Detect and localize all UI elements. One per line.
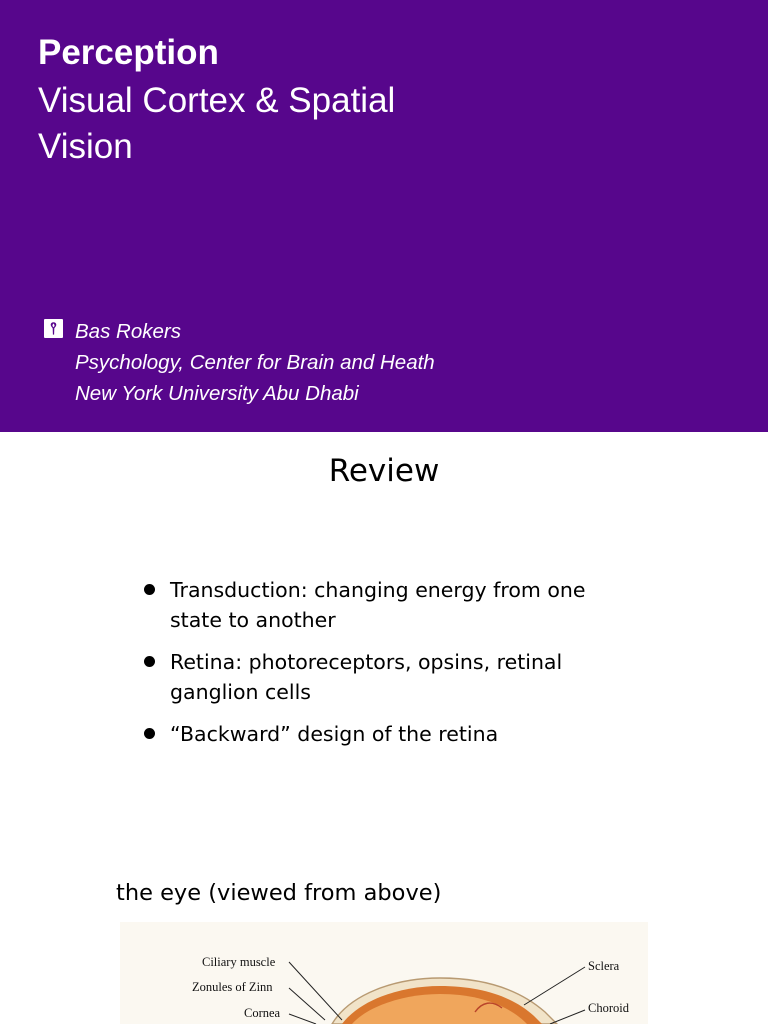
author-institution: New York University Abu Dhabi (75, 382, 359, 405)
eye-diagram (120, 922, 648, 1024)
author-name: Bas Rokers (75, 320, 181, 343)
bullet-dot-icon (144, 584, 155, 595)
lecture-title-line-1: Visual Cortex & Spatial (38, 81, 396, 120)
title-slide (0, 0, 768, 432)
bullet-text: Retina: photoreceptors, opsins, retinal ganglion cells (170, 650, 563, 704)
lecture-title-line-2: Vision (38, 127, 133, 166)
label-zonules-of-zinn: Zonules of Zinn (192, 980, 273, 994)
bullet-item (142, 575, 612, 635)
bullet-text: “Backward” design of the retina (170, 722, 499, 746)
lecture-title (38, 78, 508, 170)
eye-cross-section-illustration (120, 922, 648, 1024)
label-sclera: Sclera (588, 959, 620, 973)
author-affiliation: Psychology, Center for Brain and Heath (75, 351, 435, 374)
course-title: Perception (38, 33, 219, 72)
bullet-item (142, 719, 612, 749)
bullet-text: Transduction: changing energy from one state to another (170, 578, 586, 632)
label-ciliary-muscle: Ciliary muscle (202, 955, 276, 969)
nyu-torch-icon (44, 319, 63, 338)
bullet-dot-icon (144, 728, 155, 739)
label-choroid: Choroid (588, 1001, 629, 1015)
bullet-list (142, 575, 612, 761)
bullet-item (142, 647, 612, 707)
review-title: Review (328, 453, 440, 489)
label-cornea: Cornea (244, 1006, 281, 1020)
author-lines (75, 316, 435, 409)
review-slide (0, 432, 768, 1024)
figure-caption: the eye (viewed from above) (116, 880, 442, 906)
bullet-dot-icon (144, 656, 155, 667)
